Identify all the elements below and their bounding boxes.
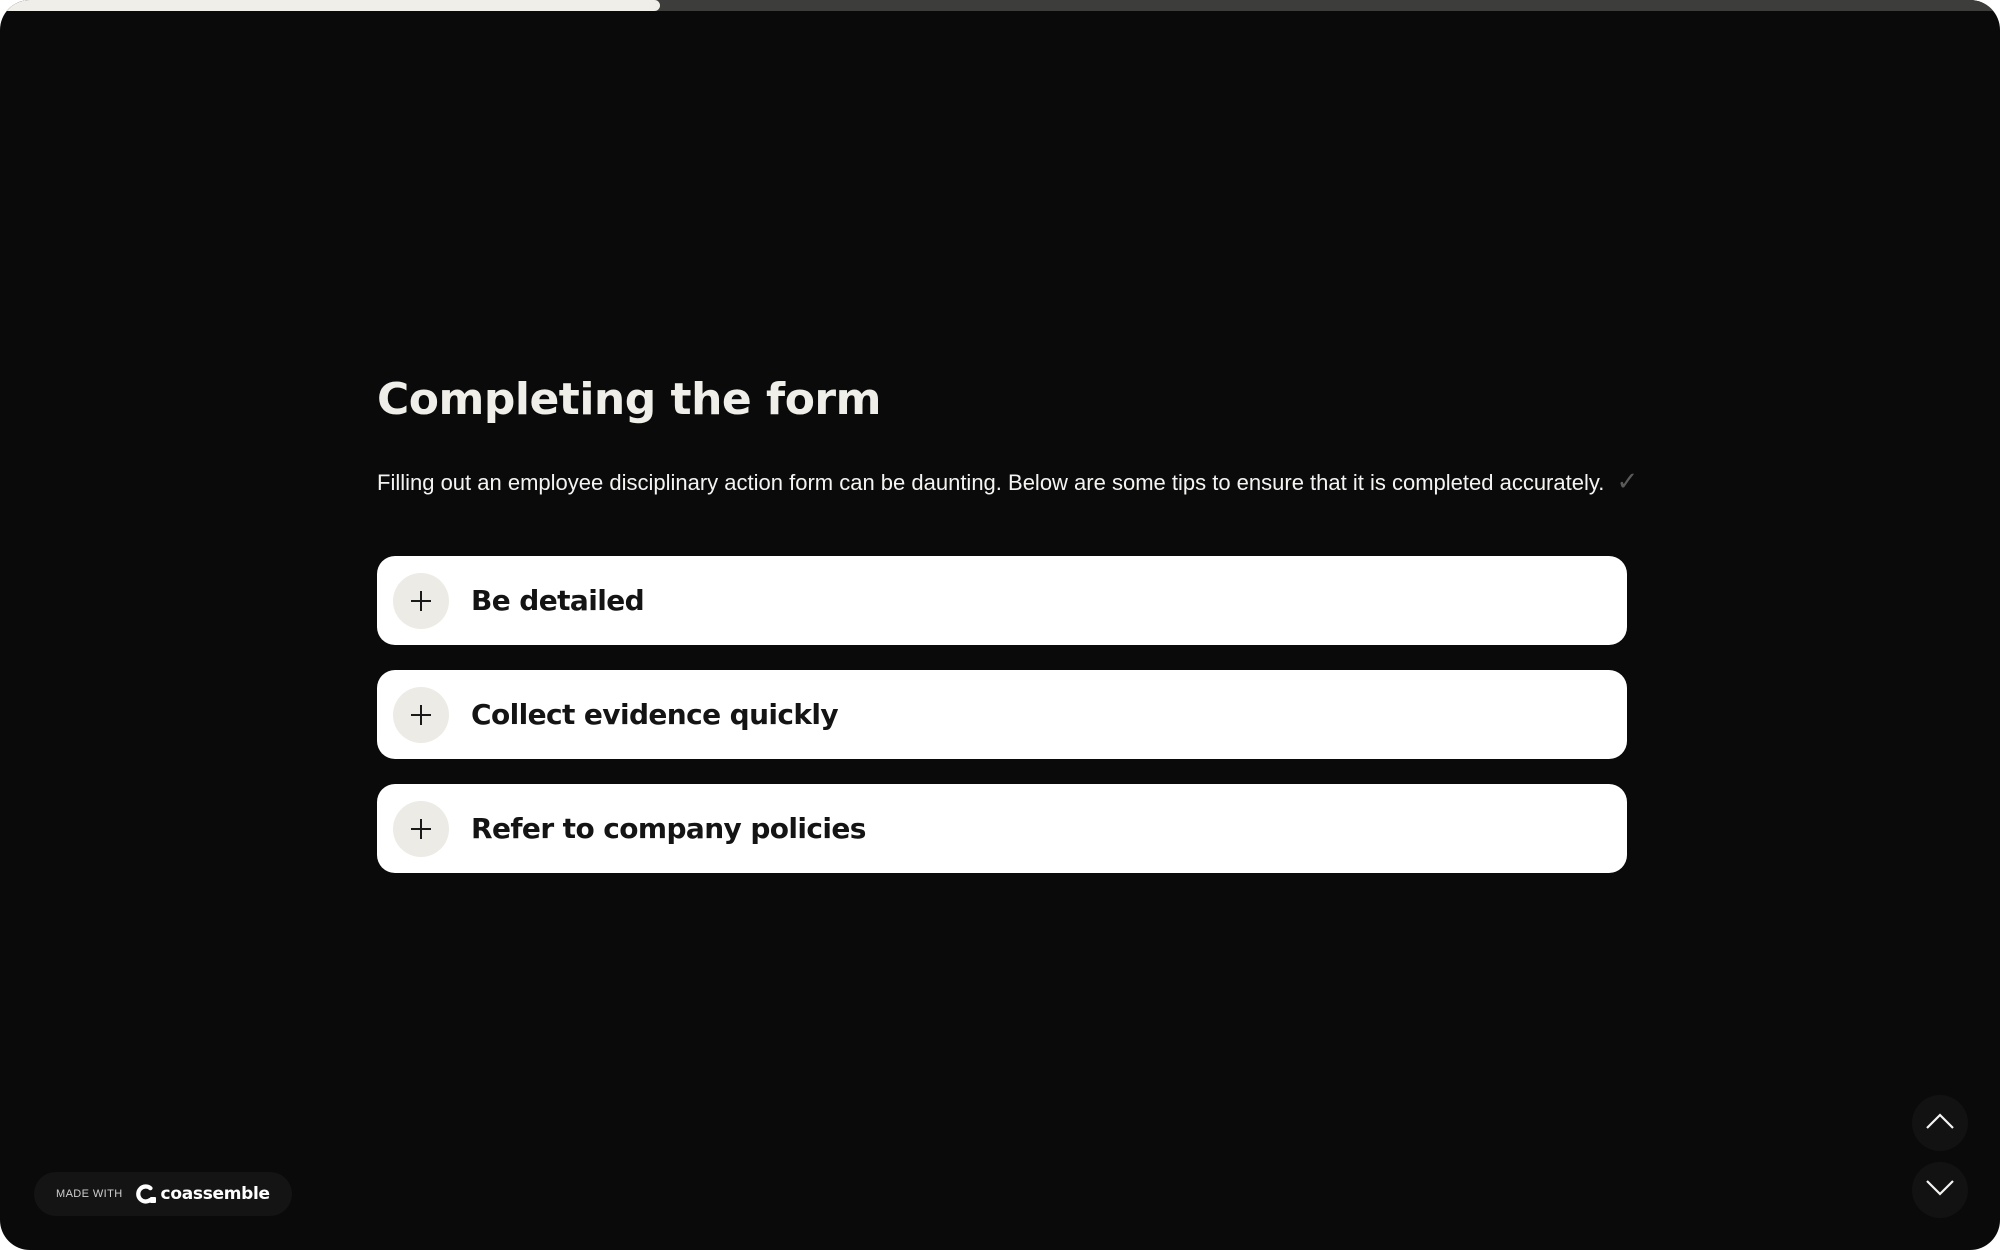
made-with-badge[interactable] — [34, 1172, 292, 1216]
scroll-up-button[interactable] — [1912, 1095, 1968, 1151]
accordion-item-title: Refer to company policies — [471, 812, 866, 845]
progress-bar-fill — [0, 0, 660, 11]
accordion — [377, 556, 1627, 873]
chevron-down-icon — [1925, 1179, 1955, 1202]
intro-text-body: Filling out an employee disciplinary action form can be daunting. Below are some tips to ensure that it is completed accurately. — [377, 470, 1605, 495]
progress-bar — [0, 0, 2000, 11]
accordion-item-be-detailed[interactable] — [377, 556, 1627, 645]
plus-icon[interactable] — [393, 687, 449, 743]
accordion-item-refer-policies[interactable] — [377, 784, 1627, 873]
page-title: Completing the form — [377, 374, 881, 425]
plus-icon[interactable] — [393, 573, 449, 629]
check-icon: ✓ — [1616, 466, 1639, 496]
scroll-down-button[interactable] — [1912, 1162, 1968, 1218]
lesson-content — [377, 370, 1639, 898]
intro-text — [377, 466, 1639, 498]
badge-brand-name: coassemble — [160, 1184, 270, 1204]
accordion-item-title: Collect evidence quickly — [471, 698, 839, 731]
accordion-item-title: Be detailed — [471, 584, 645, 617]
accordion-item-collect-evidence[interactable] — [377, 670, 1627, 759]
badge-made-with-label: MADE WITH — [56, 1188, 123, 1200]
coassemble-logo-icon — [135, 1183, 157, 1205]
chevron-up-icon — [1925, 1112, 1955, 1135]
plus-icon[interactable] — [393, 801, 449, 857]
